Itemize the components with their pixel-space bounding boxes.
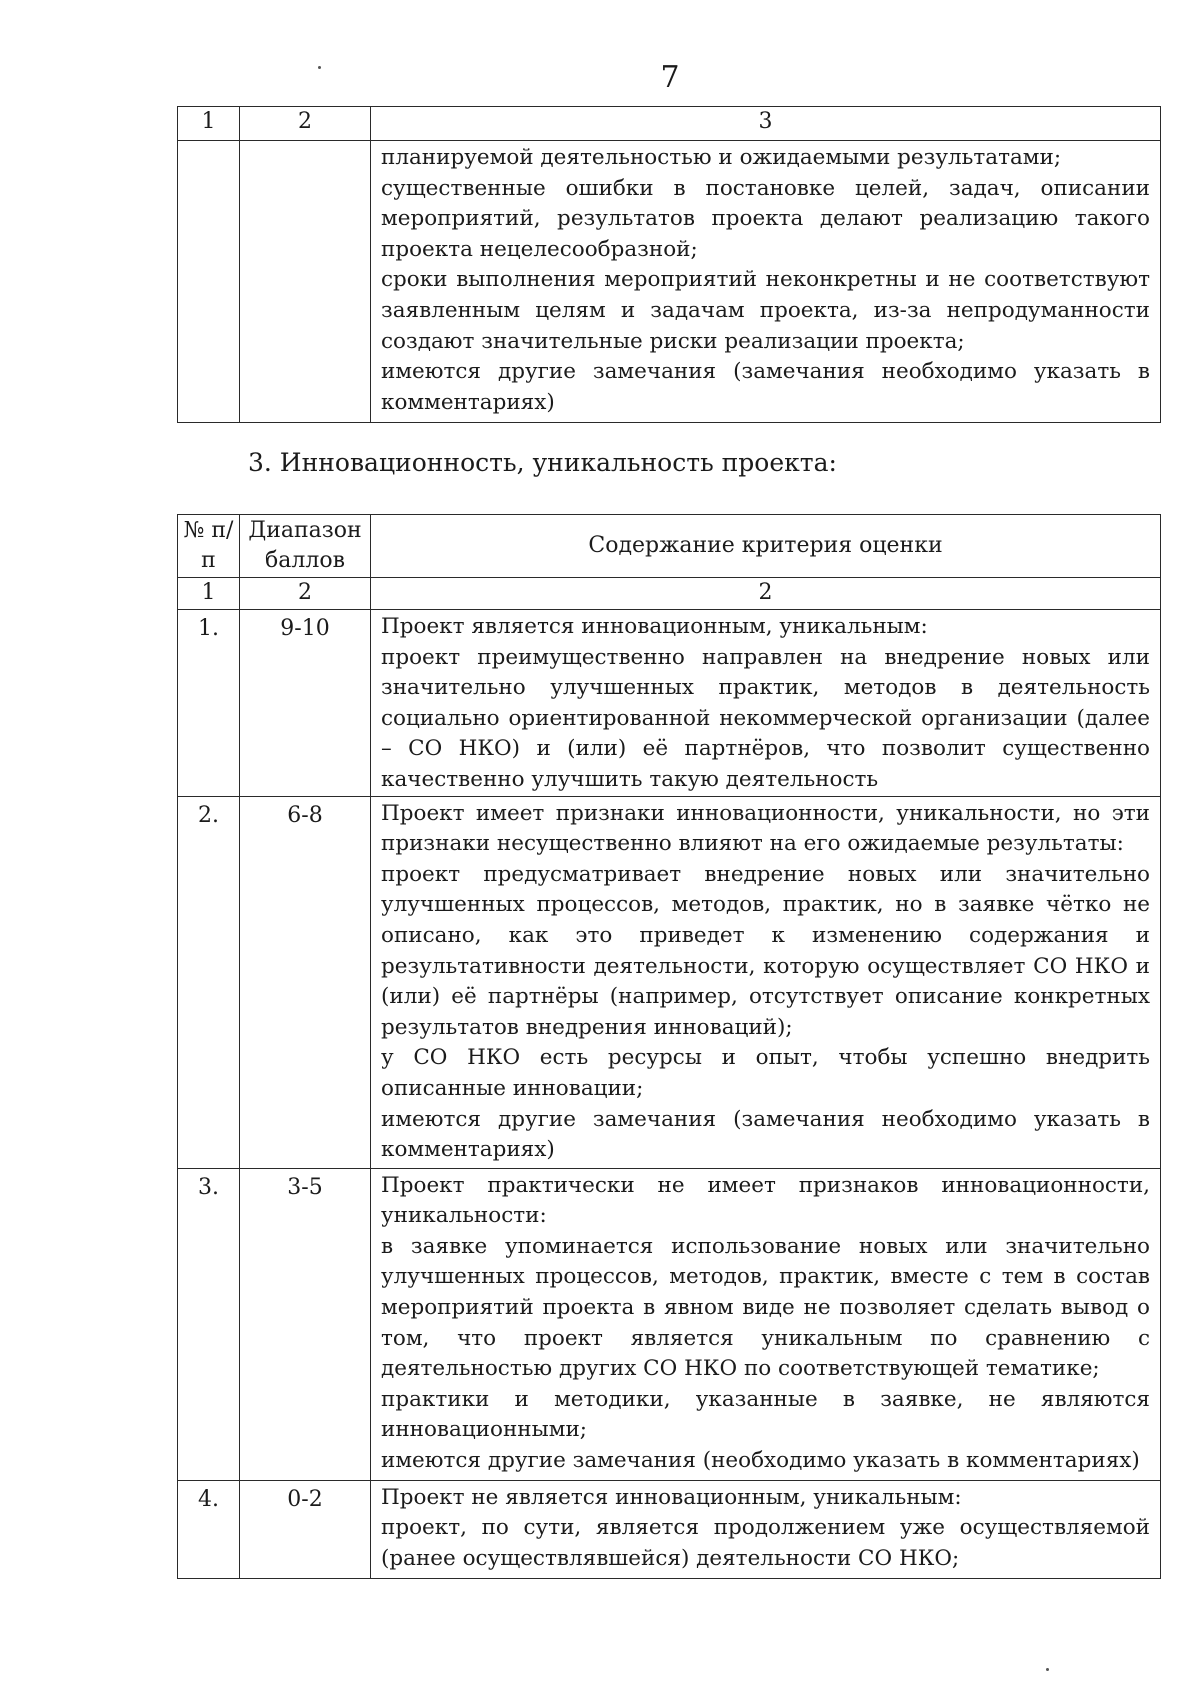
continuation-table: [177, 106, 1161, 423]
scan-speck: [1046, 1668, 1049, 1671]
col-header-number: № п/п: [178, 515, 240, 578]
row-number: 2.: [178, 796, 240, 1168]
row-range: 9-10: [240, 610, 371, 797]
paragraph: проект, по сути, является продолжением уже осуществляемой (ранее осуществлявшейся) деятельности СО НКО;: [381, 1515, 1150, 1571]
row-range: 6-8: [240, 796, 371, 1168]
section-title: 3. Инновационность, уникальность проекта:: [248, 448, 837, 477]
row-range: 3-5: [240, 1168, 371, 1480]
paragraph: имеются другие замечания (замечания необходимо указать в комментариях): [381, 1106, 1150, 1163]
continuation-col-2: 2: [240, 107, 371, 141]
criteria-header-row: [178, 515, 1161, 578]
index-cell: 1: [178, 578, 240, 610]
continuation-row: [178, 141, 1161, 423]
paragraph: проект преимущественно направлен на внедрение новых или значительно улучшенных практик, методов в деятельность социально ориентированной некоммерческой организации (далее – СО НКО) и (или) её партнёров, что позволит существенно качественно улучшить такую деятельность: [381, 644, 1150, 792]
paragraph: Проект является инновационным, уникальным:: [381, 614, 928, 639]
scan-speck: [318, 66, 321, 69]
criteria-index-row: [178, 578, 1161, 610]
paragraph: Проект практически не имеет признаков инновационности, уникальности:: [381, 1172, 1150, 1229]
row-number: 3.: [178, 1168, 240, 1480]
paragraph: Проект имеет признаки инновационности, уникальности, но эти признаки несущественно влияют на его ожидаемые результаты:: [381, 800, 1150, 857]
page-number: 7: [660, 60, 680, 95]
row-content: [371, 796, 1161, 1168]
continuation-col-1: 1: [178, 107, 240, 141]
row-number: 1.: [178, 610, 240, 797]
criteria-row: [178, 610, 1161, 797]
index-cell: 2: [240, 578, 371, 610]
paragraph: существенные ошибки в постановке целей, задач, описании мероприятий, результатов проекта делают реализацию такого проекта нецелесообразной;: [381, 175, 1150, 262]
col-header-content: Содержание критерия оценки: [371, 515, 1161, 578]
row-range: 0-2: [240, 1480, 371, 1578]
paragraph: в заявке упоминается использование новых или значительно улучшенных процессов, методов, практик, вместе с тем в состав мероприятий проекта в явном виде не позволяет сделать вывод о том, что проект является уникальным по сравнению с деятельностью других СО НКО по соответствующей тематике;: [381, 1233, 1150, 1382]
paragraph: сроки выполнения мероприятий неконкретны и не соответствуют заявленным целям и задачам проекта, из-за непродуманности создают значительные риски реализации проекта;: [381, 267, 1150, 354]
row-content: [371, 1480, 1161, 1578]
continuation-cell-empty: [240, 141, 371, 423]
criteria-row: [178, 1480, 1161, 1578]
paragraph: планируемой деятельностью и ожидаемыми результатами;: [381, 145, 1062, 170]
continuation-cell-empty: [178, 141, 240, 423]
paragraph: имеются другие замечания (необходимо указать в комментариях): [381, 1447, 1140, 1473]
continuation-col-3: 3: [371, 107, 1161, 141]
criteria-table: [177, 514, 1161, 1579]
index-cell: 2: [371, 578, 1161, 610]
col-header-range: Диапазон баллов: [240, 515, 371, 578]
continuation-content: [371, 141, 1161, 423]
paragraph: практики и методики, указанные в заявке, не являются инновационными;: [381, 1386, 1150, 1443]
criteria-row: [178, 796, 1161, 1168]
paragraph: Проект не является инновационным, уникальным:: [381, 1484, 962, 1510]
row-content: [371, 1168, 1161, 1480]
paragraph: проект предусматривает внедрение новых или значительно улучшенных процессов, методов, практик, но в заявке чётко не описано, как это приведет к изменению содержания и результативности деятельности, которую осуществляет СО НКО и (или) её партнёры (например, отсутствует описание конкретных результатов внедрения инноваций);: [381, 861, 1150, 1040]
row-content: [371, 610, 1161, 797]
paragraph: имеются другие замечания (замечания необходимо указать в комментариях): [381, 359, 1150, 415]
continuation-header-row: [178, 107, 1161, 141]
row-number: 4.: [178, 1480, 240, 1578]
criteria-row: [178, 1168, 1161, 1480]
paragraph: у СО НКО есть ресурсы и опыт, чтобы успешно внедрить описанные инновации;: [381, 1045, 1150, 1101]
